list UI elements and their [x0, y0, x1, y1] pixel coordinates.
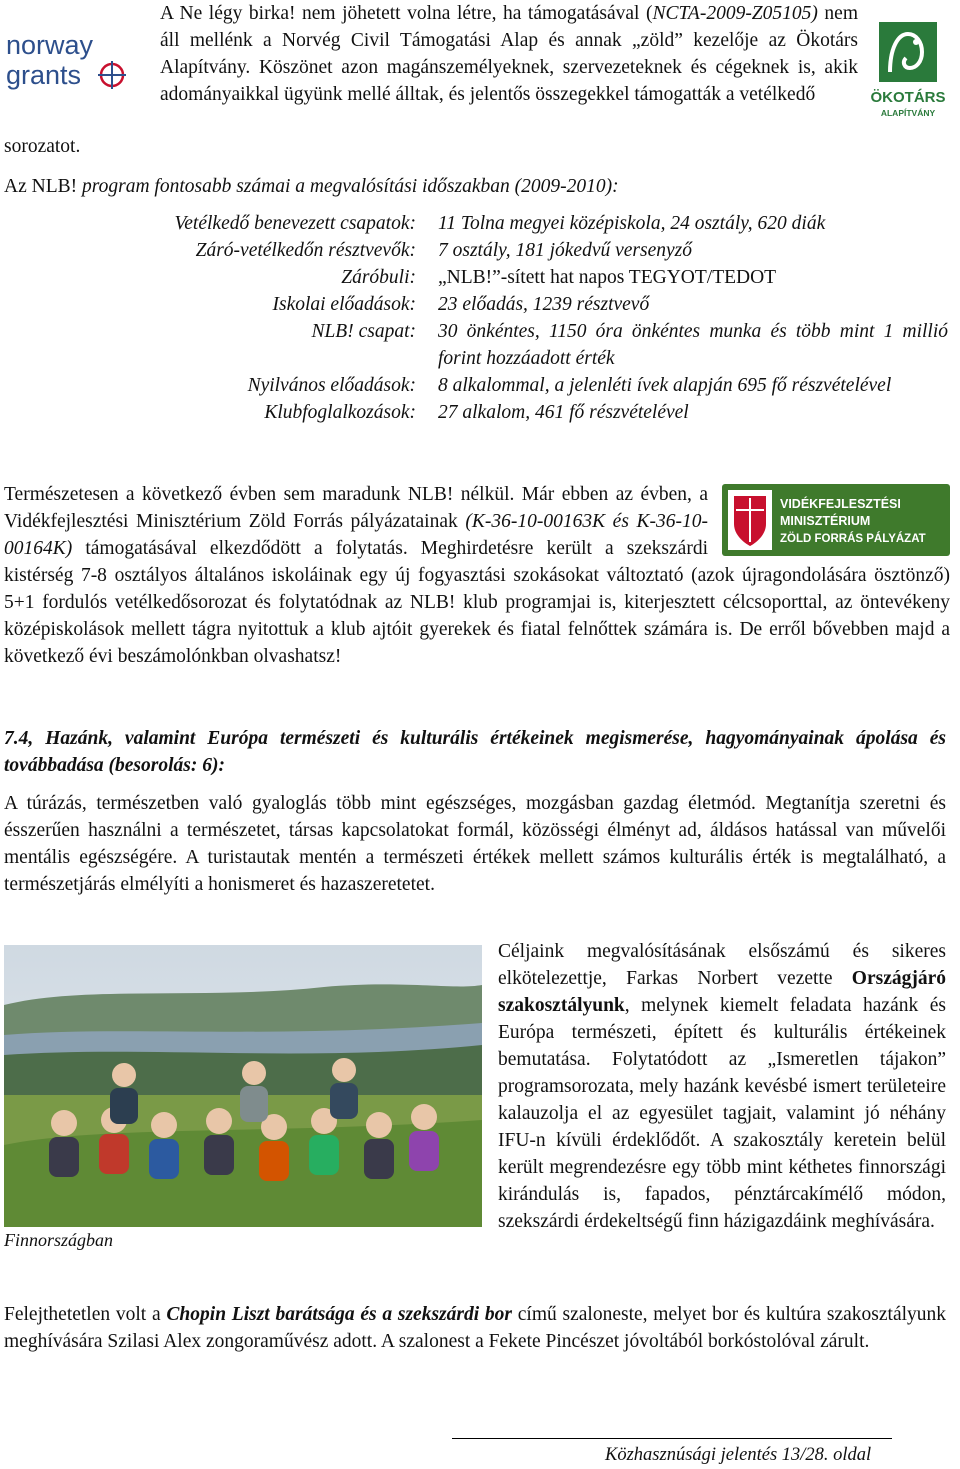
stat-row [120, 372, 950, 399]
program-heading [4, 173, 619, 200]
svg-text:norway: norway [6, 30, 94, 60]
svg-text:VIDÉKFEJLESZTÉSI: VIDÉKFEJLESZTÉSI [780, 497, 901, 511]
stat-label: Iskolai előadások: [272, 294, 416, 315]
stat-label: Klubfoglalkozások: [264, 402, 416, 423]
intro-text-part1: A Ne légy birka! nem jöhetett volna létre, ha támogatásával ( [160, 3, 653, 24]
event-title: Chopin Liszt barátsága és a szekszárdi bor [166, 1304, 512, 1325]
group-photo [4, 945, 482, 1227]
grant-codes: (K-36-10-00163K és K-36-10-00164K) [4, 511, 709, 559]
svg-text:grants: grants [6, 60, 82, 90]
stat-value: 7 osztály, 181 jókedvű versenyző [438, 240, 692, 261]
program-heading-text: program fontosabb számai a megvalósítási időszakban (2009-2010): [77, 176, 619, 197]
orsz-text-part2: , melynek kiemelt feladata hazánk és Európa természeti, épített és kulturális értékeinek bemutatása. Folytatódott az „Ismeretlen tájakon” programsorozata, mely hazánk kevésbé ismert területeire kalauzolja el az egyesület tagjait, valamint jó néhány IFU-n kívüli érdeklődőt. A szakosztály keretein belül került megrendezésre egy több mint kéthetes finnországi kirándulás is, fapados, pénztárcakímélő módon, szekszárdi érdekeltségű finn házigazdáink meghívására. [498, 995, 946, 1232]
chopin-text-part1: Felejthetetlen volt a [4, 1304, 167, 1325]
stat-value: 27 alkalom, 461 fő részvételével [438, 402, 689, 423]
svg-text:ÖKOTÁRS: ÖKOTÁRS [870, 89, 946, 106]
next-year-paragraph [4, 481, 950, 670]
stat-row [120, 264, 950, 291]
stat-row [120, 210, 950, 237]
stat-row [120, 399, 950, 426]
norway-grants-logo [4, 30, 134, 100]
intro-text-part2: nem áll mellénk a Norvég Civil Támogatási Alap és annak „zöld” kezelője az Ökotárs Alapítvány. Köszönet azon magánszemélyeknek, szervezeteknek és cégeknek is, akik adományaikkal ügyünk mellé álltak, és jelentős összegekkel támogatták a vetélkedő [160, 3, 859, 105]
stat-value: 8 alkalommal, a jelenléti ívek alapján 695 fő részvételével [438, 375, 892, 396]
stat-row [120, 291, 950, 318]
stat-label: Nyilvános előadások: [247, 375, 416, 396]
section-heading: 7.4, Hazánk, valamint Európa természeti és kulturális értékeinek megismerése, hagyományainak ápolása és továbbadása (besorolás: 6): [4, 728, 946, 776]
program-stats-table [120, 210, 950, 426]
stat-label: Vetélkedő benevezett csapatok: [174, 213, 416, 234]
chopin-paragraph [4, 1301, 946, 1355]
stat-value: 11 Tolna megyei középiskola, 24 osztály, 620 diák [438, 213, 826, 234]
stat-label: NLB! csapat: [311, 321, 416, 342]
stat-label: Záróbuli: [341, 267, 416, 288]
tourism-paragraph: A túrázás, természetben való gyaloglás több mint egészséges, mozgásban gazdag életmód. Megtanítja szeretni és ésszerűen használni a természetet, társas kapcsolatokat formál, közösségi élményt ad, áldásos hatással van művelői mentális egészségére. A turistautak mentén a természeti értékek mellett számos kulturális érték is megtalálható, a természetjárás elmélyíti a honismeret és hazaszeretetet. [4, 793, 946, 895]
intro-tail: sorozatot. [4, 136, 81, 157]
orszagjaro-paragraph [498, 938, 946, 1235]
okotars-logo [870, 18, 946, 126]
svg-text:MINISZTÉRIUM: MINISZTÉRIUM [780, 514, 871, 528]
nlb-label: Az NLB! [4, 176, 78, 197]
chopin-text-part2: című szaloneste, melyet bor és kultúra szakosztályunk meghívására Szilasi Alex zongoraművész adott. A szalonest a Fekete Pincészet jóvoltából borkóstolóval zárult. [4, 1304, 947, 1352]
svg-text:ALAPÍTVÁNY: ALAPÍTVÁNY [880, 108, 936, 118]
footer-rule [452, 1438, 892, 1439]
stat-value: 23 előadás, 1239 résztvevő [438, 294, 650, 315]
orsz-text-part1: Céljaink megvalósításának elsőszámú és sikeres elkötelezettje, Farkas Norbert vezette [498, 941, 946, 989]
stat-label: Záró-vetélkedőn résztvevők: [195, 240, 416, 261]
stat-row [120, 318, 950, 372]
intro-paragraph [160, 0, 858, 108]
orsz-section-name: Országjáró szakosztályunk [498, 968, 946, 1016]
ministry-logo [722, 484, 950, 556]
photo-caption: Finnországban [4, 1230, 114, 1250]
stat-value: „NLB!”-sített hat napos TEGYOT/TEDOT [438, 267, 777, 288]
next-year-text-part1: Természetesen a következő évben sem maradunk NLB! nélkül. Már ebben az évben, a Vidékfejlesztési Minisztérium Zöld Forrás pályázatainak [4, 484, 708, 532]
next-year-text-part2: támogatásával elkezdődött a folytatás. Meghirdetésre került a szekszárdi kistérség 7-8 osztályos általános iskoláinak egy új fogyasztási szokásokat változtató (azok újragondolására ösztönző) 5+1 fordulós vetélkedősorozat és folytatódnak az NLB! klub programjai is, kiterjesztett célcsoporttal, az öntevékeny középiskolások mellett tágra nyitottuk a klub ajtóit gyerekek és fiatal felnőttek számára is. De erről bővebben majd a következő évi beszámolónkban olvashatsz! [4, 538, 950, 667]
page-footer: Közhasznúsági jelentés 13/28. oldal [605, 1445, 872, 1465]
grant-code: NCTA-2009-Z05105) [652, 3, 818, 24]
svg-text:ZÖLD FORRÁS PÁLYÁZAT: ZÖLD FORRÁS PÁLYÁZAT [780, 533, 926, 545]
stat-row [120, 237, 950, 264]
stat-value: 30 önkéntes, 1150 óra önkéntes munka és több mint 1 millió forint hozzáadott érték [438, 321, 948, 369]
